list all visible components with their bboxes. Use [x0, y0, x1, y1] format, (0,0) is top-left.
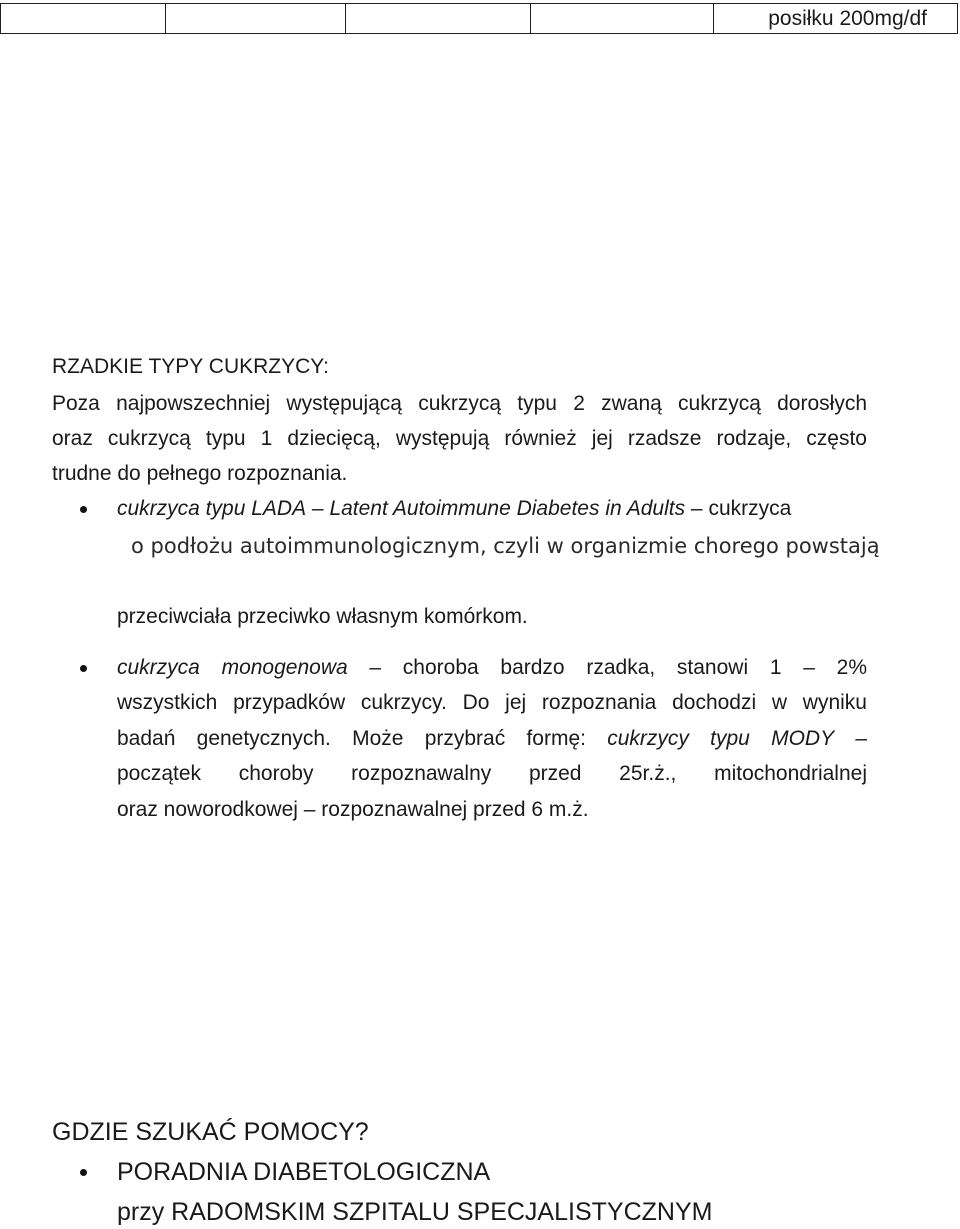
- table-row: [1, 4, 958, 34]
- mody-line-5: oraz noworodkowej – rozpoznawalnej przed 6 m.ż.: [117, 798, 589, 821]
- help-item-line-1: PORADNIA DIABETOLOGICZNA: [117, 1158, 491, 1186]
- bullet-icon: [80, 665, 87, 672]
- table-cell: posiłku 200mg/df: [714, 4, 958, 34]
- lada-line-2: o podłożu autoimmunologicznym, czyli w organizmie chorego powstają: [131, 534, 880, 558]
- top-table: [0, 3, 958, 34]
- table-cell: [166, 4, 346, 34]
- mody-line-2: wszystkich przypadków cukrzycy. Do jej rozpoznania dochodzi w wyniku: [117, 691, 867, 714]
- intro-line-2: oraz cukrzycą typu 1 dziecięcą, występują również jej rzadsze rodzaje, często: [52, 427, 867, 450]
- mody-line-3-post: –: [834, 727, 867, 750]
- bullet-icon: [80, 506, 87, 513]
- table-cell: [531, 4, 714, 34]
- table-cell: [1, 4, 166, 34]
- lada-expansion: Latent Autoimmune Diabetes in Adults: [329, 497, 686, 520]
- lada-line-1-rest: – cukrzyca: [685, 497, 792, 520]
- section-heading-help: GDZIE SZUKAĆ POMOCY?: [52, 1118, 369, 1146]
- lada-term: cukrzyca typu LADA: [117, 497, 307, 520]
- mody-line-1: [117, 654, 867, 682]
- bullet-icon: [80, 1169, 87, 1176]
- mody-line-3: [117, 725, 867, 753]
- lada-line-3: przeciwciała przeciwko własnym komórkom.: [117, 605, 528, 628]
- mody-line-1-rest: – choroba bardzo rzadka, stanowi 1 – 2%: [347, 656, 867, 679]
- lada-dash: –: [306, 497, 330, 520]
- table-cell: [346, 4, 531, 34]
- mody-term: cukrzyca monogenowa: [117, 656, 348, 679]
- intro-line-3: trudne do pełnego rozpoznania.: [52, 462, 348, 485]
- intro-line-1: Poza najpowszechniej występującą cukrzycą typu 2 zwaną cukrzycą dorosłych: [52, 392, 867, 415]
- mody-line-3-pre: badań genetycznych. Może przybrać formę:: [117, 727, 608, 750]
- mody-line-4: początek choroby rozpoznawalny przed 25r.ż., mitochondrialnej: [117, 762, 867, 785]
- mody-type-term: cukrzycy typu MODY: [607, 727, 835, 750]
- help-item-line-2: przy RADOMSKIM SZPITALU SPECJALISTYCZNYM: [117, 1198, 713, 1226]
- lada-line-1: [117, 495, 791, 523]
- section-heading-rare-types: RZADKIE TYPY CUKRZYCY:: [52, 355, 329, 378]
